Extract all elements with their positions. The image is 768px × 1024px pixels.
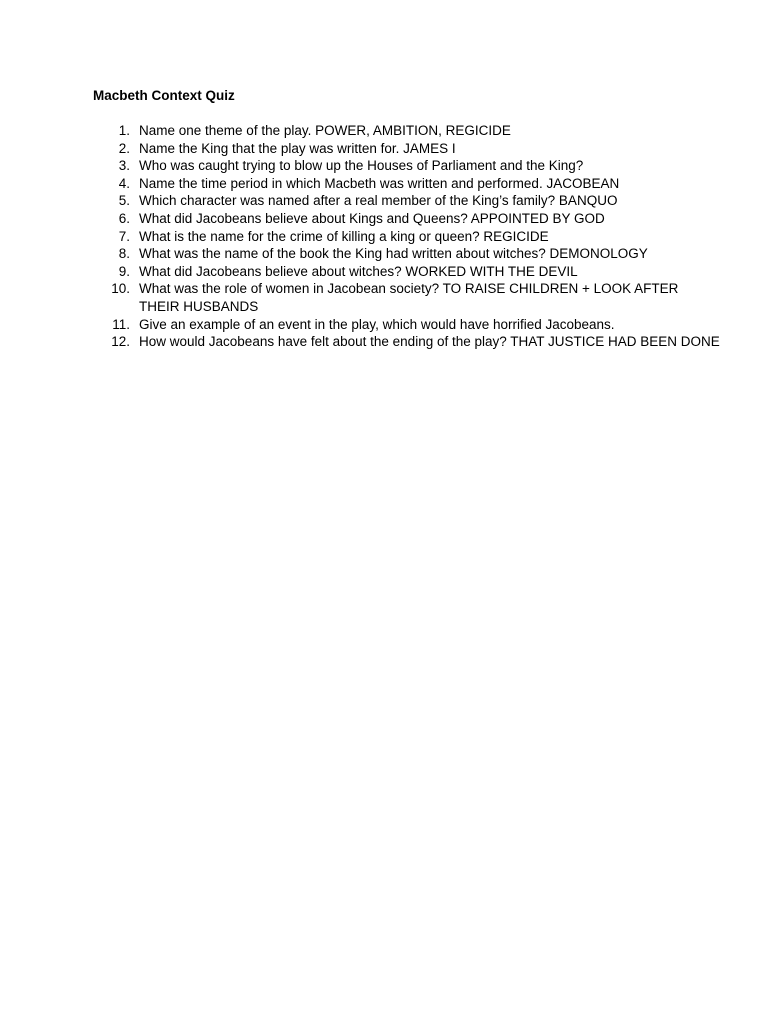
question-number: 6. [118,210,130,226]
quiz-question-11 [100,316,720,334]
question-number: 9. [118,263,130,279]
quiz-question-1 [100,122,720,140]
question-text: What was the role of women in Jacobean society? TO RAISE CHILDREN + LOOK AFTER THEIR HUSBANDS [139,281,679,314]
question-number: 11. [112,316,130,332]
quiz-question-3 [100,157,720,175]
quiz-question-5 [100,192,720,210]
quiz-question-4 [100,175,720,193]
quiz-question-9 [100,263,720,281]
question-text: What did Jacobeans believe about Kings and Queens? APPOINTED BY GOD [139,210,605,226]
question-text: What did Jacobeans believe about witches? WORKED WITH THE DEVIL [139,263,578,279]
question-text: How would Jacobeans have felt about the ending of the play? THAT JUSTICE HAD BEEN DONE [139,334,720,350]
question-number: 12. [111,334,130,350]
question-number: 3. [118,158,130,174]
quiz-question-8 [100,245,720,263]
question-text: Name the King that the play was written for. JAMES I [139,140,456,156]
quiz-question-6 [100,210,720,228]
question-text: What was the name of the book the King had written about witches? DEMONOLOGY [139,246,648,262]
question-number: 10. [111,281,130,297]
question-number: 4. [118,175,130,191]
quiz-question-list [100,122,720,351]
question-text: Name the time period in which Macbeth was written and performed. JACOBEAN [139,175,620,191]
quiz-question-12 [100,333,720,351]
question-number: 5. [118,193,130,209]
question-number: 7. [118,228,130,244]
question-text: Which character was named after a real member of the King’s family? BANQUO [139,193,618,209]
question-number: 2. [118,140,130,156]
question-text: Name one theme of the play. POWER, AMBITION, REGICIDE [139,123,511,138]
quiz-question-10 [100,280,720,315]
question-text: Give an example of an event in the play, which would have horrified Jacobeans. [139,316,615,332]
quiz-question-2 [100,140,720,158]
quiz-question-7 [100,228,720,246]
question-number: 8. [118,246,130,262]
document-title: Macbeth Context Quiz [93,88,235,103]
question-text: Who was caught trying to blow up the Houses of Parliament and the King? [139,158,584,174]
question-number: 1. [118,123,130,138]
question-text: What is the name for the crime of killing a king or queen? REGICIDE [139,228,549,244]
